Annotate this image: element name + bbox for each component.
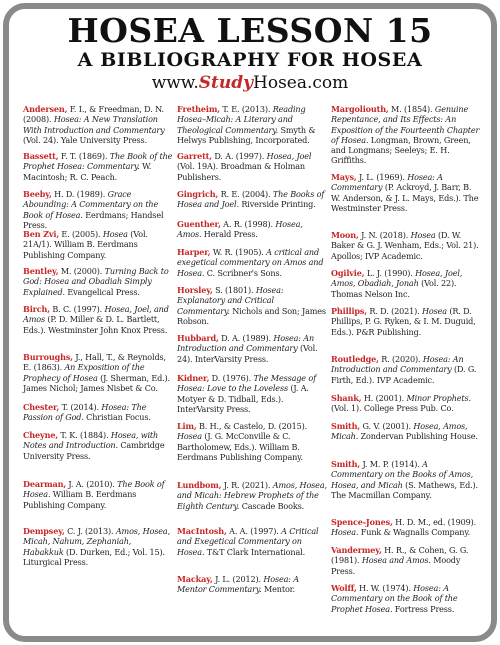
bibliography-entry xyxy=(331,104,481,166)
bibliography-columns xyxy=(23,104,481,637)
entry-title: Hosea: A Commentary on the Book of the Prophet Hosea. xyxy=(331,583,458,614)
bibliography-entry xyxy=(177,247,327,278)
entry-details: H. D. (1989). xyxy=(51,189,108,199)
entry-details: C. J. (2013). xyxy=(64,526,116,536)
entry-details: J. R. (2021). xyxy=(221,480,273,490)
entry-publisher: (J. A. Motyer & D. Tidball, Eds.). InterVarsity Press. xyxy=(177,383,309,414)
entry-details: J. L. (1969). xyxy=(356,172,408,182)
entry-details: M. (1854). xyxy=(388,104,435,114)
entry-details: T. E. (2013). xyxy=(219,104,273,114)
entry-details: J. N. (2018). xyxy=(358,230,411,240)
entry-publisher: Riverside Printing. xyxy=(238,199,316,210)
entry-title: A Commentary on the Books of Amos, Hosea, and Micah xyxy=(331,459,474,490)
entry-publisher: Fortress Press. xyxy=(392,603,455,614)
bibliography-column-3 xyxy=(331,104,481,637)
entry-publisher: Cambridge University Press. xyxy=(23,440,165,461)
entry-author: MacIntosh, xyxy=(177,526,227,536)
entry-details: D. A. (1989). xyxy=(218,333,274,343)
entry-author: Dearman, xyxy=(23,479,66,489)
entry-author: Dempsey, xyxy=(23,526,65,536)
page-frame xyxy=(3,3,497,642)
entry-author: Harper, xyxy=(177,247,211,257)
entry-author: Lundbom, xyxy=(177,480,222,490)
entry-details: D. A. (1997). xyxy=(211,151,267,161)
entry-details: J. L. (2012). xyxy=(212,574,264,584)
website-link[interactable] xyxy=(9,71,491,95)
entry-title: Hosea: A Mentor Commentary. xyxy=(177,574,300,595)
entry-publisher: Christian Focus. xyxy=(83,412,151,423)
entry-title: Hosea. xyxy=(331,527,359,538)
entry-author: Ogilvie, xyxy=(331,268,365,278)
entry-publisher: (J. G. McConville & C. Bartholomew, Eds.). William B. Eerdmans Publishing Company. xyxy=(177,431,303,462)
entry-title: Hosea: Explanatory and Critical Commentary. xyxy=(177,285,284,316)
entry-title: Turning Back to God: Hosea and Obadiah Simply Explained. xyxy=(23,266,169,297)
entry-details: S. (1801). xyxy=(212,285,256,295)
entry-title: Grace Abounding: A Commentary on the Book of Hosea. xyxy=(23,189,159,220)
entry-author: Vandermey, xyxy=(331,545,382,555)
entry-publisher: Zondervan Publishing House. xyxy=(358,431,478,442)
entry-publisher: Evangelical Press. xyxy=(64,286,140,297)
entry-publisher: (J. Sherman, Ed.). James Nichol; James Nisbet & Co. xyxy=(23,372,170,393)
bibliography-entry xyxy=(177,219,327,240)
entry-author: Gingrich, xyxy=(177,189,219,199)
entry-details: R. D. (2021). xyxy=(366,306,422,316)
entry-title: Amos, Hosea, and Micah: Hebrew Prophets of the Eighth Century. xyxy=(177,480,327,511)
bibliography-entry xyxy=(23,104,173,145)
bibliography-column-2 xyxy=(177,104,327,637)
entry-publisher: (Vol. 24). Yale University Press. xyxy=(23,134,147,145)
entry-details: B. C. (1997). xyxy=(49,304,105,314)
entry-details: H. W. (1974). xyxy=(356,583,414,593)
entry-publisher: Eerdmans; Handsel Press. xyxy=(23,209,164,230)
entry-publisher: (P. D. Miller & D. L. Bartlett, Eds.). Westminster John Knox Press. xyxy=(23,314,168,335)
entry-publisher: Herald Press. xyxy=(201,229,258,240)
bibliography-entry xyxy=(23,402,173,423)
entry-title: Hosea xyxy=(177,431,202,442)
entry-publisher: (D. Durken, Ed.; Vol. 15). Liturgical Press. xyxy=(23,546,165,567)
entry-publisher: T&T Clark International. xyxy=(204,546,305,557)
entry-publisher: C. Scribner's Sons. xyxy=(204,267,282,278)
entry-author: Chester, xyxy=(23,402,60,412)
site-brand: Study xyxy=(198,73,254,93)
entry-publisher: Cascade Books. xyxy=(239,500,305,511)
entry-title: Hosea: A New Translation With Introduction and Commentary xyxy=(23,114,165,135)
entry-author: Spence-Jones, xyxy=(331,517,393,527)
entry-title: Hosea, Amos, Micah. xyxy=(331,421,468,442)
entry-details: H. R., & Cohen, G. G. (1981). xyxy=(331,545,469,566)
entry-author: Moon, xyxy=(331,230,359,240)
entry-author: Guenther, xyxy=(177,219,221,229)
bibliography-entry xyxy=(331,545,481,576)
entry-publisher: Moody Press. xyxy=(331,555,461,576)
bibliography-entry xyxy=(23,151,173,182)
page-title: HOSEA LESSON 15 xyxy=(67,11,433,50)
bibliography-entry xyxy=(331,459,481,500)
entry-title: Hosea xyxy=(421,306,447,316)
bibliography-entry xyxy=(331,517,481,538)
entry-publisher: (Vol. 24). InterVarsity Press. xyxy=(177,343,318,364)
entry-details: A. A. (1997). xyxy=(226,526,282,536)
bibliography-entry xyxy=(177,333,327,364)
bibliography-entry xyxy=(331,393,481,414)
entry-author: Beeby, xyxy=(23,189,52,199)
entry-author: Margoliouth, xyxy=(331,104,389,114)
bibliography-entry xyxy=(331,306,481,337)
bibliography-entry xyxy=(177,421,327,462)
bibliography-entry xyxy=(23,189,173,230)
entry-author: Phillips, xyxy=(331,306,367,316)
entry-title: The Message of Hosea: Love to the Loveless xyxy=(177,373,316,394)
entry-title: The Book of Hosea. xyxy=(23,479,165,500)
entry-details: J., Hall, T., & Reynolds, E. (1863). xyxy=(23,352,166,373)
entry-author: Garrett, xyxy=(177,151,212,161)
bibliography-entry xyxy=(331,172,481,213)
bibliography-entry xyxy=(177,373,327,414)
entry-details: J. A. (2010). xyxy=(66,479,118,489)
entry-publisher: (Vol. 22). Thomas Nelson Inc. xyxy=(331,278,457,299)
site-suffix: Hosea.com xyxy=(253,73,349,93)
entry-publisher: (P. Ackroyd, J. Barr, B. W. Anderson, & J. L. Mays, Eds.). The Westminster Press. xyxy=(331,182,479,213)
bibliography-entry xyxy=(23,526,173,567)
entry-publisher: (S. Mathews, Ed.). The Macmillan Company. xyxy=(331,479,478,500)
bibliography-column-1 xyxy=(23,104,173,637)
entry-details: R. (2020). xyxy=(378,354,423,364)
entry-author: Ben Zvi, xyxy=(23,229,59,239)
entry-title: Hosea, with Notes and Introduction. xyxy=(23,430,159,451)
bibliography-entry xyxy=(177,104,327,145)
entry-details: M. (2000). xyxy=(58,266,105,276)
entry-details: R. E. (2004). xyxy=(218,189,273,199)
entry-publisher: (Vol. 19A). Broadman & Holman Publishers. xyxy=(177,161,305,182)
bibliography-entry xyxy=(331,421,481,442)
entry-publisher: Nichols and Son; James Robson. xyxy=(177,305,326,326)
entry-details: T. K. (1884). xyxy=(57,430,111,440)
bibliography-entry xyxy=(177,189,327,210)
bibliography-entry xyxy=(23,430,173,461)
entry-author: Cheyne, xyxy=(23,430,58,440)
bibliography-entry xyxy=(177,151,327,182)
entry-details: T. (2014). xyxy=(59,402,102,412)
entry-details: F. T. (1869). xyxy=(58,151,110,161)
entry-title: Hosea xyxy=(410,230,436,240)
entry-details: H. (2001). xyxy=(361,393,407,403)
bibliography-entry xyxy=(177,480,327,511)
entry-details: F. I., & Freedman, D. N. (2008). xyxy=(23,104,164,125)
entry-title: The Book of the Prophet Hosea: Commentary. xyxy=(23,151,173,172)
entry-title: Hosea: A Commentary xyxy=(331,172,443,193)
entry-title: Hosea, Joel, and Amos xyxy=(23,304,169,325)
entry-publisher: (Vol. 21A/1). William B. Eerdmans Publishing Company. xyxy=(23,229,148,260)
entry-title: Hosea, Joel xyxy=(266,151,312,161)
entry-publisher: Mentor. xyxy=(261,584,295,595)
entry-title: Hosea, Amos. xyxy=(177,219,303,240)
bibliography-entry xyxy=(23,352,173,393)
entry-title: Hosea: An Introduction and Commentary xyxy=(177,333,315,354)
bibliography-entry xyxy=(177,285,327,326)
entry-author: Wolff, xyxy=(331,583,357,593)
bibliography-entry xyxy=(331,354,481,385)
entry-title: Hosea, Joel, Amos, Obadiah, Jonah xyxy=(331,268,463,289)
entry-author: Lim, xyxy=(177,421,197,431)
entry-title: Hosea xyxy=(102,229,128,239)
entry-details: E. (2005). xyxy=(59,229,103,239)
bibliography-entry xyxy=(23,304,173,335)
entry-details: G. V. (2001). xyxy=(360,421,414,431)
entry-title: Reading Hosea–Micah: A Literary and Theological Commentary. xyxy=(177,104,306,135)
entry-title: Hosea and Amos. xyxy=(361,555,431,566)
entry-publisher: William B. Eerdmans Publishing Company. xyxy=(23,489,137,510)
entry-publisher: W. Macintosh; R. C. Peach. xyxy=(23,161,152,182)
entry-publisher: (D. G. Firth, Ed.). IVP Academic. xyxy=(331,364,477,385)
bibliography-entry xyxy=(331,583,481,614)
page-subtitle: A BIBLIOGRAPHY FOR HOSEA xyxy=(77,49,423,71)
entry-publisher: Longman, Brown, Green, and Longmans; Seeleys; E. H. Griffiths. xyxy=(331,134,471,166)
bibliography-entry xyxy=(177,526,327,557)
entry-author: Smith, xyxy=(331,459,361,469)
entry-title: Genuine Repentance, and Its Effects: An Exposition of the Fourteenth Chapter of Hosea. xyxy=(331,104,480,145)
entry-details: H. D. M., ed. (1909). xyxy=(392,517,477,527)
entry-publisher: Smyth & Helwys Publishing, Incorporated. xyxy=(177,124,316,145)
entry-details: L. J. (1990). xyxy=(364,268,416,278)
entry-author: Routledge, xyxy=(331,354,379,364)
bibliography-entry xyxy=(23,266,173,297)
header xyxy=(9,13,491,95)
entry-publisher: (Vol. 1). College Press Pub. Co. xyxy=(331,403,454,414)
bibliography-entry xyxy=(23,479,173,510)
entry-details: D. (1976). xyxy=(209,373,254,383)
bibliography-entry xyxy=(177,574,327,595)
bibliography-entry xyxy=(331,268,481,299)
entry-publisher: (D. W. Baker & G. J. Wenham, Eds.; Vol. 21). Apollos; IVP Academic. xyxy=(331,230,479,261)
entry-details: J. M. P. (1914). xyxy=(360,459,423,469)
entry-author: Hubbard, xyxy=(177,333,219,343)
entry-author: Horsley, xyxy=(177,285,213,295)
entry-title: A critical and exegetical commentary on Amos and Hosea. xyxy=(177,247,324,278)
entry-author: Burroughs, xyxy=(23,352,73,362)
site-prefix: www. xyxy=(151,73,199,93)
entry-author: Mackay, xyxy=(177,574,213,584)
entry-title: Hosea: The Passion of God. xyxy=(23,402,147,423)
entry-author: Bentley, xyxy=(23,266,59,276)
entry-author: Smith, xyxy=(331,421,361,431)
entry-title: The Books of Hosea and Joel. xyxy=(177,189,325,210)
entry-publisher: (R. D. Phillips, P. G. Ryken, & I. M. Duguid, Eds.). P&R Publishing. xyxy=(331,306,476,337)
entry-details: B. H., & Castelo, D. (2015). xyxy=(196,421,308,431)
bibliography-entry xyxy=(23,229,173,260)
entry-author: Bassett, xyxy=(23,151,59,161)
entry-details: W. R. (1905). xyxy=(210,247,267,257)
entry-author: Andersen, xyxy=(23,104,68,114)
entry-author: Fretheim, xyxy=(177,104,220,114)
entry-title: Hosea: An Introduction and Commentary xyxy=(331,354,464,375)
entry-author: Mays, xyxy=(331,172,357,182)
bibliography-entry xyxy=(331,230,481,261)
entry-author: Shank, xyxy=(331,393,362,403)
entry-author: Birch, xyxy=(23,304,50,314)
entry-details: A. R. (1998). xyxy=(220,219,276,229)
entry-title: A Critical and Exegetical Commentary on Hosea. xyxy=(177,526,319,557)
entry-title: Minor Prophets. xyxy=(406,393,471,403)
entry-author: Kidner, xyxy=(177,373,210,383)
entry-title: An Exposition of the Prophecy of Hosea xyxy=(23,362,145,383)
entry-publisher: Funk & Wagnalls Company. xyxy=(358,527,471,538)
entry-title: Amos, Hosea, Micah, Nahum, Zephaniah, Habakkuk xyxy=(23,526,171,557)
